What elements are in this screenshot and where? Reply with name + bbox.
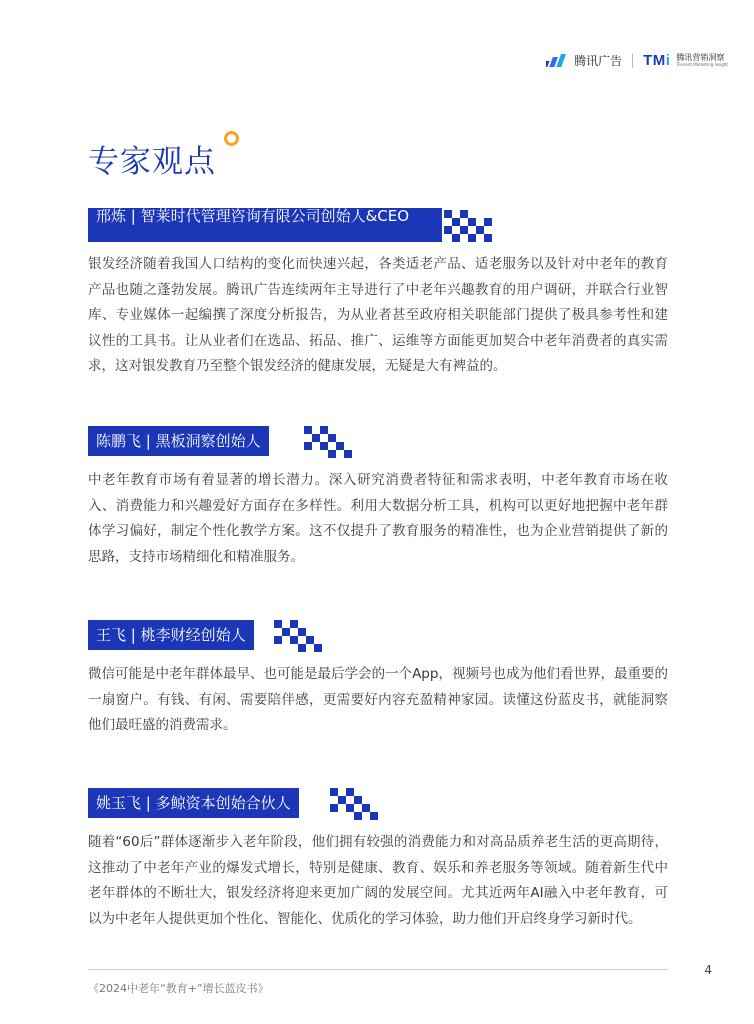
expert-section-3	[88, 620, 668, 739]
expert-tag: 邢炼 | 智莱时代管理咨询有限公司创始人&CEO	[88, 208, 442, 242]
page-number: 4	[704, 963, 712, 977]
tmi-logo-sub-en: Tencent Marketing Insight	[676, 62, 728, 67]
tencent-ads-logo-text: 腾讯广告	[574, 54, 623, 68]
expert-tag: 陈鹏飞 | 黑板洞察创始人	[88, 426, 269, 456]
expert-tag-row	[88, 788, 668, 820]
tmi-logo-word	[643, 52, 670, 69]
expert-tag-row	[88, 210, 668, 242]
footer-divider	[88, 969, 668, 970]
expert-tag-row	[88, 620, 668, 652]
header-logos	[546, 52, 728, 69]
expert-quote: 银发经济随着我国人口结构的变化而快速兴起，各类适老产品、适老服务以及针对中老年的教育产品也随之蓬勃发展。腾讯广告连续两年主导进行了中老年兴趣教育的用户调研，并联合行业智库、专业媒体一起编撰了深度分析报告，为从业者甚至政府相关职能部门提供了极具参考性和建议性的工具书。让从业者们在选品、拓品、推广、运维等方面能更加契合中老年消费者的真实需求，这对银发教育乃至整个银发经济的健康发展，无疑是大有裨益的。	[88, 256, 668, 374]
expert-tag: 王飞 | 桃李财经创始人	[88, 620, 254, 650]
tmi-logo-sub-cn: 腾讯营销洞察	[676, 53, 725, 62]
expert-section-2	[88, 426, 668, 570]
expert-tag-row	[88, 426, 668, 458]
expert-quote: 随着“60后”群体逐渐步入老年阶段，他们拥有较强的消费能力和对高品质养老生活的更高期待，这推动了中老年产业的爆发式增长，特别是健康、教育、娱乐和养老服务等领域。随着新生代中老年群体的不断壮大，银发经济将迎来更加广阔的发展空间。尤其近两年AI融入中老年教育，可以为中老年人提供更加个性化、智能化、优质化的学习体验，助力他们开启终身学习新时代。	[88, 834, 668, 927]
checker-pattern-icon	[330, 788, 378, 820]
footer-doc-title: 《2024中老年“教育+”增长蓝皮书》	[88, 982, 269, 995]
checker-pattern-icon	[304, 426, 352, 458]
logo-divider	[632, 54, 633, 68]
checker-pattern-icon	[444, 210, 500, 242]
expert-quote: 微信可能是中老年群体最早、也可能是最后学会的一个App，视频号也成为他们看世界，最重要的一扇窗户。有钱、有闲、需要陪伴感，更需要好内容充盈精神家园。读懂这份蓝皮书，就能洞察他们最旺盛的消费需求。	[88, 666, 668, 733]
tencent-ads-logo-icon	[546, 54, 568, 68]
tmi-logo-main: TM	[643, 52, 666, 69]
expert-section-1	[88, 210, 668, 380]
title-ring-icon	[224, 131, 239, 146]
checker-pattern-icon	[274, 620, 322, 652]
expert-quote: 中老年教育市场有着显著的增长潜力。深入研究消费者特征和需求表明，中老年教育市场在收入、消费能力和兴趣爱好方面存在多样性。利用大数据分析工具，机构可以更好地把握中老年群体学习偏好，制定个性化教学方案。这不仅提升了教育服务的精准性，也为企业营销提供了新的思路，支持市场精细化和精准服务。	[88, 472, 668, 565]
tmi-logo-i: i	[665, 52, 671, 69]
expert-tag: 姚玉飞 | 多鲸资本创始合伙人	[88, 788, 299, 818]
tmi-logo-sub	[676, 54, 728, 67]
expert-section-4	[88, 788, 668, 932]
page-title: 专家观点	[88, 144, 216, 180]
